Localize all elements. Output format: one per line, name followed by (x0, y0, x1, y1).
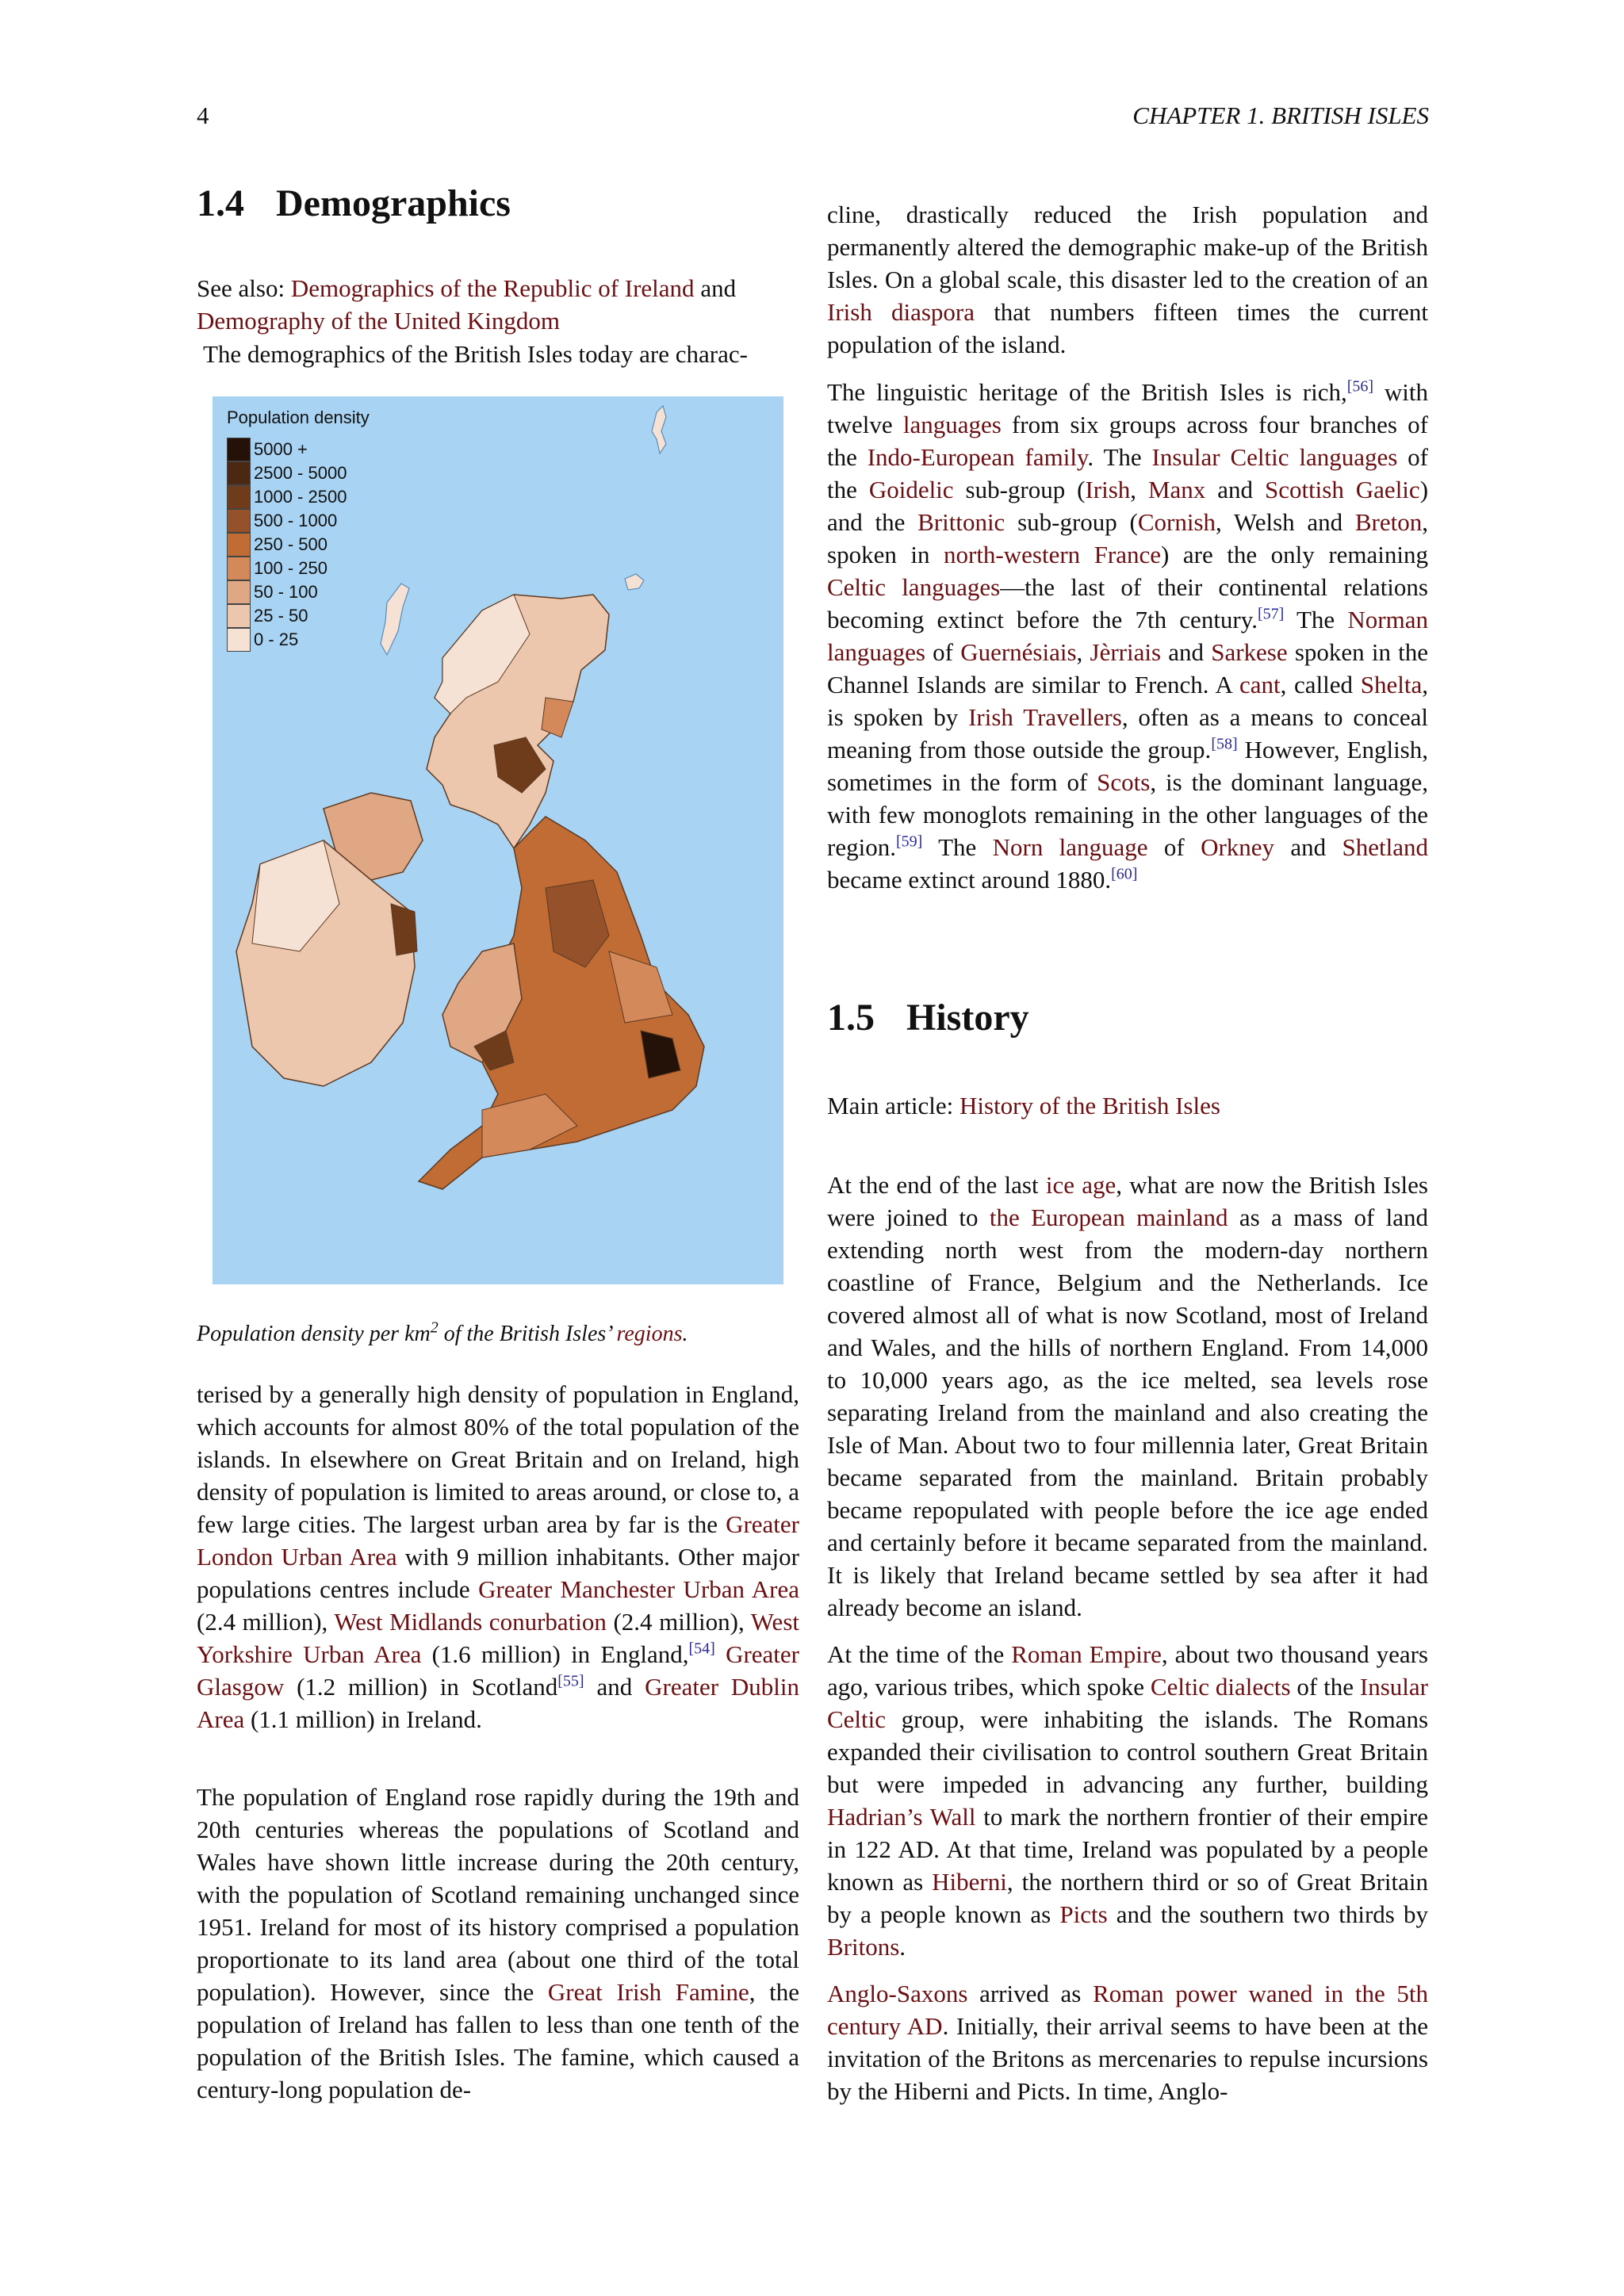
history-paragraph-1: At the end of the last ice age, what are now the British Isles were joined to the European mainland as a mass of land extending north west from the modern-day northern coastline of France, Belgium and the Netherlands. Ice covered almost all of what is now Scotland, most of Ireland and Wales, and the hills of northern England. From 14,000 to 10,000 years ago, as the ice melted, sea levels rose separating Ireland from the mainland and also creating the Isle of Man. About two to four millennia later, Great Britain became separated from the mainland. Britain probably became repopulated with people before the ice age ended and certainly before it became separated from the mainland. It is likely that Ireland became settled by sea after it had already become an island. (827, 1171, 1429, 1621)
ref-56[interactable]: [56] (1346, 377, 1374, 396)
link-scottish-gaelic[interactable]: Scottish Gaelic (1264, 476, 1420, 503)
legend-item: 500 - 1000 (227, 509, 337, 533)
legend-swatch (227, 604, 251, 628)
link-orkney[interactable]: Orkney (1201, 833, 1275, 861)
link-brittonic[interactable]: Brittonic (917, 508, 1005, 536)
link-insular-celtic[interactable]: Insular Celtic (827, 1673, 1428, 1733)
section-title-demographics: 1.4 Demographics (197, 182, 511, 224)
see-also: See also: Demographics of the Republic of Ireland and Demography of the United Kingdom (197, 274, 737, 335)
link-guernesiais[interactable]: Guernésiais (960, 638, 1077, 666)
legend-item: 250 - 500 (227, 533, 327, 557)
ref-59[interactable]: [59] (895, 832, 923, 851)
ref-54[interactable]: [54] (688, 1640, 715, 1658)
legend-item: 5000 + (227, 438, 308, 461)
link-regions[interactable]: regions (616, 1322, 683, 1346)
link-jerriais[interactable]: Jèrriais (1090, 638, 1162, 666)
legend-item: 50 - 100 (227, 580, 318, 604)
link-north-western-france[interactable]: north-western France (944, 541, 1162, 568)
demographics-paragraph-2: The population of England rose rapidly during the 19th and 20th centuries whereas the populations of Scotland and Wales have shown little increase during the 20th century, with the population of Scotland remaining unchanged since 1951. Ireland for most of its history comprised a population proportionate to its land area (about one third of the total population). However, since the Great Irish Famine, the population of Ireland has fallen to less than one tenth of the population of the British Isles. The famine, which caused a century-long population de- (197, 1783, 800, 2103)
link-cornish[interactable]: Cornish (1137, 508, 1216, 536)
link-norn-language[interactable]: Norn language (992, 833, 1148, 861)
figure-caption: Population density per $km^2$ of the British Isles’ regions. (197, 1318, 688, 1346)
legend-swatch (227, 533, 251, 557)
main-article: Main article: History of the British Isles (827, 1092, 1220, 1119)
link-cant[interactable]: cant (1239, 671, 1281, 698)
link-roman-empire[interactable]: Roman Empire (1011, 1640, 1162, 1668)
link-greater-london[interactable]: Greater London Urban Area (197, 1510, 799, 1571)
link-european-mainland[interactable]: the European mainland (989, 1203, 1228, 1231)
link-greater-dublin[interactable]: Greater Dublin Area (197, 1673, 800, 1733)
running-head: CHAPTER 1. BRITISH ISLES (1132, 101, 1429, 129)
link-indo-european[interactable]: Indo-European family (867, 443, 1088, 471)
link-hiberni[interactable]: Hiberni (932, 1868, 1007, 1896)
link-irish-travellers[interactable]: Irish Travellers (968, 703, 1122, 731)
link-great-irish-famine[interactable]: Great Irish Famine (547, 1978, 749, 2006)
link-britons[interactable]: Britons (827, 1933, 900, 1961)
link-norman-languages[interactable]: Norman languages (827, 606, 1428, 666)
legend-item: 2500 - 5000 (227, 461, 347, 485)
link-shetland[interactable]: Shetland (1342, 833, 1429, 861)
legend-swatch (227, 557, 251, 580)
legend-swatch (227, 438, 251, 461)
link-sarkese[interactable]: Sarkese (1211, 638, 1288, 666)
legend-item: 25 - 50 (227, 604, 308, 628)
legend-item: 0 - 25 (227, 628, 298, 652)
ref-57[interactable]: [57] (1258, 605, 1285, 623)
link-celtic-languages[interactable]: Celtic languages (827, 573, 1001, 601)
section-title-history: 1.5 History (827, 997, 1029, 1039)
link-irish[interactable]: Irish (1085, 476, 1131, 503)
ref-55[interactable]: [55] (557, 1672, 584, 1690)
demographics-paragraph-1: terised by a generally high density of population in England, which accounts for almost 80% of the total population of the islands. In elsewhere on Great Britain and on Ireland, high density of population is limited to areas around, or close to, a few large cities. The largest urban area by far is the Greater London Urban Area with 9 million inhabitants. Other major populations centres include Greater Manchester Urban Area (2.4 million), West Midlands conurbation (2.4 million), West Yorkshire Urban Area (1.6 million) in England,[54] Greater Glasgow (1.2 million) in Scotland[55] and Greater Dublin Area (1.1 million) in Ireland. (197, 1380, 800, 1733)
link-shelta[interactable]: Shelta (1360, 671, 1423, 698)
legend-swatch (227, 461, 251, 485)
legend-swatch (227, 485, 251, 509)
page-number: 4 (197, 101, 209, 129)
intro-text: The demographics of the British Isles today are charac- (203, 340, 748, 368)
ref-58[interactable]: [58] (1211, 735, 1238, 753)
link-demographics-ireland[interactable]: Demographics of the Republic of Ireland (290, 274, 695, 302)
legend-item: 100 - 250 (227, 557, 327, 580)
history-paragraph-2: At the time of the Roman Empire, about two thousand years ago, various tribes, which spoke Celtic dialects of the Insular Celtic group, were inhabiting the islands. The Romans expanded their civilisation to control southern Great Britain but were impeded in advancing any further, building Hadrian’s Wall to mark the northern frontier of their empire in 122 AD. At that time, Ireland was populated by a people known as Hiberni, the northern third or so of Great Britain by a people known as Picts and the southern two thirds by Britons. (827, 1640, 1429, 1961)
history-paragraph-3: Anglo-Saxons arrived as Roman power waned in the 5th century AD. Initially, their arrival seems to have been at the invitation of the Britons as mercenaries to repulse incursions by the Hiberni and Picts. In time, Anglo- (827, 1980, 1429, 2105)
link-greater-glasgow[interactable]: Greater Glasgow (197, 1640, 799, 1701)
legend-swatch (227, 509, 251, 533)
link-demography-uk[interactable]: Demography of the United Kingdom (197, 307, 561, 335)
link-goidelic[interactable]: Goidelic (868, 476, 954, 503)
demographics-paragraph-4: The linguistic heritage of the British Isles is rich,[56] with twelve languages from six groups across four branches of the Indo-European family. The Insular Celtic languages of the Goidelic sub-group (Irish, Manx and Scottish Gaelic) and the Brittonic sub-group (Cornish, Welsh and Breton, spoken in north-western France) are the only remaining Celtic languages—the last of their continental relations becoming extinct before the 7th century.[57] The Norman languages of Guernésiais, Jèrriais and Sarkese spoken in the Channel Islands are similar to French. A cant, called Shelta, is spoken by Irish Travellers, often as a means to conceal meaning from those outside the group.[58] However, English, sometimes in the form of Scots, is the dominant language, with few monoglots remaining in the other languages of the region.[59] The Norn language of Orkney and Shetland became extinct around 1880.[60] (827, 377, 1429, 894)
section-history-heading (827, 997, 1428, 1039)
link-breton[interactable]: Breton (1354, 508, 1423, 536)
link-manx[interactable]: Manx (1147, 476, 1206, 503)
link-irish-diaspora[interactable]: Irish diaspora (827, 298, 975, 326)
legend-swatch (227, 628, 251, 652)
ref-60[interactable]: [60] (1111, 865, 1138, 883)
link-history-british-isles[interactable]: History of the British Isles (959, 1092, 1220, 1119)
legend-swatch (227, 580, 251, 604)
link-languages[interactable]: languages (902, 411, 1002, 438)
link-celtic-dialects[interactable]: Celtic dialects (1150, 1673, 1291, 1701)
link-anglo-saxons[interactable]: Anglo-Saxons (827, 1980, 968, 2007)
section-demographics-heading (197, 182, 799, 224)
link-scots[interactable]: Scots (1097, 768, 1151, 796)
link-picts[interactable]: Picts (1059, 1900, 1108, 1928)
legend-title: Population density (227, 408, 370, 427)
link-west-yorkshire[interactable]: West Yorkshire Urban Area (197, 1608, 799, 1668)
demographics-paragraph-3: cline, drastically reduced the Irish population and permanently altered the demographic make-up of the British Isles. On a global scale, this disaster led to the creation of an Irish diaspora that numbers fifteen times the current population of the island. (827, 201, 1428, 358)
link-roman-power-waned[interactable]: Roman power waned in the 5th century AD (827, 1980, 1429, 2040)
link-ice-age[interactable]: ice age (1045, 1171, 1116, 1199)
link-west-midlands[interactable]: West Midlands conurbation (334, 1608, 607, 1636)
link-insular-celtic-languages[interactable]: Insular Celtic languages (1151, 443, 1398, 471)
link-hadrians-wall[interactable]: Hadrian’s Wall (827, 1803, 976, 1831)
legend-item: 1000 - 2500 (227, 485, 347, 509)
link-greater-manchester[interactable]: Greater Manchester Urban Area (478, 1575, 800, 1603)
